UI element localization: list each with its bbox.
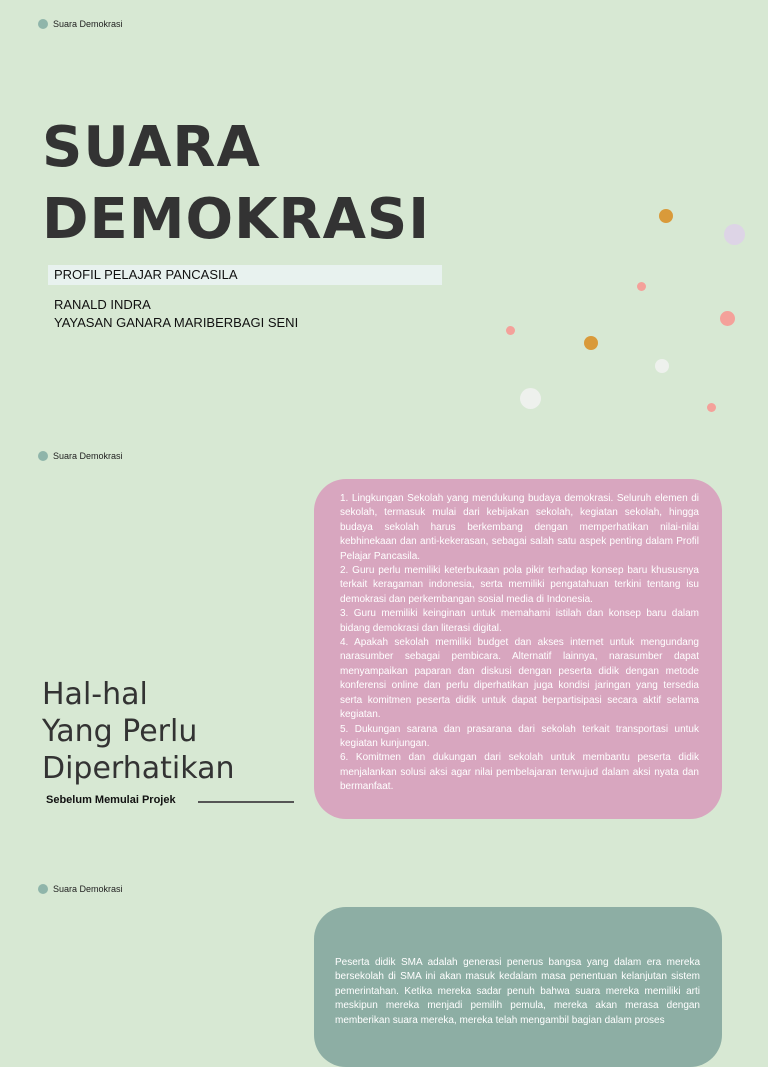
section-heading bbox=[42, 676, 234, 787]
bullet-dot-icon bbox=[38, 19, 48, 29]
brand-tag-text: Suara Demokrasi bbox=[53, 451, 123, 461]
section-subheading: Sebelum Memulai Projek bbox=[46, 794, 176, 806]
checklist-item: 6. Komitmen dan dukungan dari sekolah untuk membantu peserta didik menjalankan solusi aksi agar nilai pembelajaran terwujud dalam aksi nyata dan bermanfaat. bbox=[340, 752, 699, 793]
bullet-dot-icon bbox=[38, 451, 48, 461]
decorative-dot bbox=[506, 326, 515, 335]
decorative-dot bbox=[637, 282, 646, 291]
heading-line: Hal-hal bbox=[42, 677, 148, 712]
intro-paragraph: Peserta didik SMA adalah generasi penerus bangsa yang dalam era mereka bersekolah di SMA ini akan masuk kedalam masa penentuan kelanjutan sistem pemerintahan. Ketika mereka sadar penuh bahwa suara mereka memiliki arti meskipun mereka menjadi pemilih pemula, mereka akan merasa dengan memberikan suara mereka, mereka telah mengambil bagian dalam proses bbox=[335, 957, 700, 1026]
bullet-dot-icon bbox=[38, 884, 48, 894]
brand-tag-2 bbox=[38, 451, 123, 461]
divider-line bbox=[198, 801, 294, 803]
heading-line: Yang Perlu bbox=[42, 714, 198, 749]
cover-title-line2: DEMOKRASI bbox=[42, 187, 431, 252]
author-name: RANALD INDRA bbox=[54, 297, 151, 312]
checklist-item: 3. Guru memiliki keinginan untuk memahami istilah dan konsep baru dalam bidang demokrasi dan literasi digital. bbox=[340, 608, 699, 634]
cover-author-block bbox=[54, 296, 298, 332]
checklist-item: 1. Lingkungan Sekolah yang mendukung budaya demokrasi. Seluruh elemen di sekolah, termasuk mulai dari kebijakan sekolah, kegiatan sekolah, hingga budaya sekolah harus berkembang dengan memperhatikan nilai-nilai kebhinekaan dan anti-kekerasan, sebagai salah satu aspek penting dalam Profil Pelajar Pancasila. bbox=[340, 493, 699, 562]
brand-tag-text: Suara Demokrasi bbox=[53, 884, 123, 894]
checklist-item: 5. Dukungan sarana dan prasarana dari sekolah terkait transportasi untuk kegiatan kunjungan. bbox=[340, 723, 699, 749]
decorative-dot bbox=[584, 336, 598, 350]
cover-subtitle: PROFIL PELAJAR PANCASILA bbox=[48, 265, 442, 285]
organization-name: YAYASAN GANARA MARIBERBAGI SENI bbox=[54, 315, 299, 330]
checklist-item: 4. Apakah sekolah memiliki budget dan akses internet untuk mengundang narasumber sebagai pembicara. Alternatif lainnya, narasumber dapat menyampaikan paparan dan diskusi dengan peserta didik dengan metode konferensi online dan perlu diperhatikan juga kondisi jaringan yang tersedia serta komitmen peserta didik untuk dapat berpartisipasi secara aktif selama kegiatan. bbox=[340, 637, 699, 721]
decorative-dot bbox=[520, 388, 541, 409]
decorative-dot bbox=[659, 209, 673, 223]
checklist-card bbox=[314, 479, 722, 819]
cover-title-line1: SUARA bbox=[42, 115, 261, 180]
cover-title bbox=[42, 112, 430, 256]
brand-tag-1 bbox=[38, 19, 123, 29]
decorative-dot bbox=[655, 359, 669, 373]
brand-tag-3 bbox=[38, 884, 123, 894]
decorative-dot bbox=[707, 403, 716, 412]
checklist-item: 2. Guru perlu memiliki keterbukaan pola pikir terhadap konsep baru khususnya terkait keragaman indonesia, serta memiliki pengatahuan terkini tentang isu demokrasi dan perkembangan sosial media di Indonesia. bbox=[340, 565, 699, 605]
brand-tag-text: Suara Demokrasi bbox=[53, 19, 123, 29]
intro-card bbox=[314, 907, 722, 1067]
decorative-dot bbox=[720, 311, 735, 326]
decorative-dot bbox=[724, 224, 745, 245]
heading-line: Diperhatikan bbox=[42, 751, 235, 786]
